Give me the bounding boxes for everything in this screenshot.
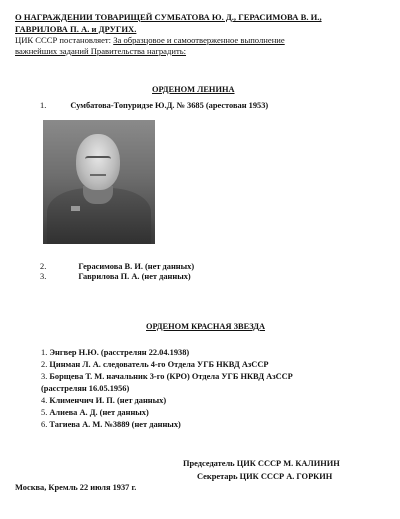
list-item-text: Цинман Л. А. следователь 4-го Отдела УГБ НКВД АзССР xyxy=(49,360,269,369)
document-title-line2: ГАВРИЛОВА П. А. и ДРУГИХ. xyxy=(15,24,137,34)
list-item-number: 5. xyxy=(41,408,48,417)
list-item-number: 4. xyxy=(41,396,48,405)
portrait-photo xyxy=(43,120,155,244)
list-item-number: 3. xyxy=(41,372,48,381)
intro-line1 xyxy=(15,35,285,45)
list-item-number: 1. xyxy=(40,101,47,110)
place-date: Москва, Кремль 22 июля 1937 г. xyxy=(15,483,137,492)
list-item-number: 6. xyxy=(41,420,48,429)
chairman-signature: Председатель ЦИК СССР М. КАЛИНИН xyxy=(183,459,340,468)
list-item xyxy=(41,396,166,405)
list-item xyxy=(41,408,149,417)
list-item-text: Энгвер Н.Ю. (расстрелян 22.04.1938) xyxy=(49,348,190,357)
secretary-signature: Секретарь ЦИК СССР А. ГОРКИН xyxy=(197,472,333,481)
intro-decree: ЦИК СССР постановляет: xyxy=(15,35,114,45)
list-item xyxy=(40,262,194,271)
list-item-note xyxy=(41,384,129,393)
list-item xyxy=(41,372,293,381)
list-item-text: Гаврилова П. А. (нет данных) xyxy=(78,272,191,281)
portrait-eyes xyxy=(85,156,111,162)
list-item xyxy=(41,348,189,357)
list-item-text: Сумбатова-Топуридзе Ю.Д. № 3685 (арестован 1953) xyxy=(70,101,269,110)
list-item-text: Алиева А. Д. (нет данных) xyxy=(49,408,149,417)
list-item-number: 2. xyxy=(40,262,47,271)
list-item-text: Борщева Т. М. начальник 3-го (КРО) Отдела УГБ НКВД АзССР xyxy=(49,372,293,381)
list-item-number: 1. xyxy=(41,348,48,357)
list-item xyxy=(40,101,268,110)
list-item-number: 3. xyxy=(40,272,47,281)
intro-line2: важнейших заданий Правительства наградить: xyxy=(15,46,187,56)
portrait-badge xyxy=(71,206,80,211)
portrait-mouth xyxy=(90,174,106,176)
list-item-number: 2. xyxy=(41,360,48,369)
list-item xyxy=(41,360,269,369)
list-item-text: (расстрелян 16.05.1956) xyxy=(41,384,130,393)
order-red-star-heading: ОРДЕНОМ КРАСНАЯ ЗВЕЗДА xyxy=(146,322,266,331)
list-item-text: Герасимова В. И. (нет данных) xyxy=(78,262,195,271)
list-item xyxy=(40,272,191,281)
portrait-face xyxy=(76,134,120,190)
order-lenin-heading: ОРДЕНОМ ЛЕНИНА xyxy=(152,85,235,94)
document-title-line1: О НАГРАЖДЕНИИ ТОВАРИЩЕЙ СУМБАТОВА Ю. Д., ГЕРАСИМОВА В. И., xyxy=(15,12,322,22)
intro-reason: За образцовое и самоотверженное выполнение xyxy=(113,35,285,45)
list-item-text: Тагиева А. М. №3889 (нет данных) xyxy=(49,420,181,429)
list-item xyxy=(41,420,181,429)
list-item-text: Клименчич И. П. (нет данных) xyxy=(49,396,167,405)
